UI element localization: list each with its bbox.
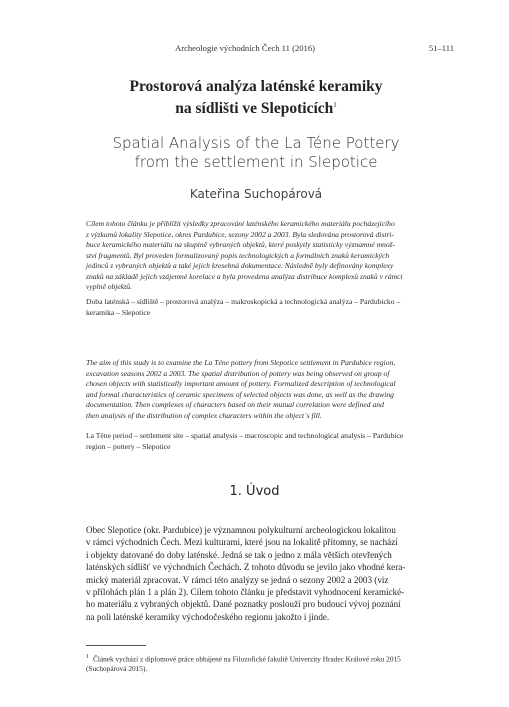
abstract-czech xyxy=(86,219,456,293)
footnote xyxy=(86,652,457,674)
footnote-separator xyxy=(86,645,146,646)
author-name: Kateřina Suchopárová xyxy=(189,187,323,201)
abstract-english-line: The aim of this study is to examine the La Téne pottery from Slepotice settlement in Pardubice region, xyxy=(86,358,396,367)
abstract-czech-line: Cílem tohoto článku je přiblížit výsledky zpracování laténského keramického materiálu pocházejícího xyxy=(86,219,395,228)
footnote-number: 1 xyxy=(86,654,89,660)
abstract-english xyxy=(86,358,456,421)
keywords-english xyxy=(86,431,456,452)
body-line: v přílohách plán 1 a plán 2). Cílem tohoto článku je představit vyhodnocení keramické- xyxy=(86,587,405,598)
title-czech-line-1: Prostorová analýza laténské keramiky xyxy=(129,78,383,95)
abstract-english-line: and formal characteristics of ceramic specimens of selected objects was done, as well as the drawing xyxy=(86,389,394,399)
keywords-czech xyxy=(86,297,456,318)
title-czech-line-2-text: na sídlišti ve Slepoticích xyxy=(175,100,334,118)
body-paragraph xyxy=(86,524,457,623)
abstract-english-line: excavation seasons 2002 a 2003. The spatial distribution of pottery was being observed on group of xyxy=(86,368,390,378)
keywords-english-line: region – pottery – Slepotice xyxy=(86,441,171,451)
body-line: i objekty datované do doby laténské. Jedná se tak o jedno z mála větších otevřených xyxy=(86,549,392,560)
page-range: 51–111 xyxy=(428,43,454,53)
keywords-czech-line: keramika – Slepotice xyxy=(86,307,151,317)
title-czech-line-2 xyxy=(60,96,452,118)
keywords-english-line: La Téne period – settlement site – spatial analysis – macroscopic and technological analysis – Pardubice xyxy=(86,431,404,440)
abstract-english-line: documentation. Then complexes of characters based on their mutual correlation were defined and xyxy=(86,400,384,409)
body-line: ho materiálu z vybraných objektů. Dané poznatky poslouží pro budoucí vývoj poznání xyxy=(86,599,401,610)
body-line: mický materiál zpracovat. V rámci této analýzy se jedná o sezony 2002 a 2003 (viz xyxy=(86,574,389,585)
body-line: v rámci východních Čech. Mezi kulturami, které jsou na lokalitě přítomny, se nachází xyxy=(86,537,398,548)
title-czech xyxy=(60,78,452,118)
abstract-czech-line: znaků na základě jejich vzájemné korelace a byla provedena analýza distribuce komplexů znaků v rámci xyxy=(86,271,403,281)
section-heading: 1. Úvod xyxy=(229,484,280,499)
abstract-english-line: then analysis of the distribution of complex characters within the object´s fill. xyxy=(86,410,322,420)
abstract-czech-line: jedinců z vybraných objektů a také jejich kresebná dokumentace. Následně byly definovány komplexy xyxy=(86,261,394,270)
keywords-czech-line: Doba laténská – sídliště – prostorová analýza – makroskopická a technologická analýza – Pardubicko – xyxy=(86,297,401,306)
body-line: Obec Slepotice (okr. Pardubice) je významnou polykulturní archeologickou lokalitou xyxy=(86,525,396,535)
body-line: laténských sídlišť ve východních Čechách. Z tohoto důvodu se jevilo jako vhodné kera- xyxy=(86,562,406,573)
title-english xyxy=(60,134,452,172)
abstract-czech-line: buce keramického materiálu na skupině vybraných objektů, které poskytly statisticky významné množ- xyxy=(86,240,396,249)
title-english-line-1: Spatial Analysis of the La Téne Pottery xyxy=(112,134,400,152)
body-line: na poli laténské keramiky východočeského regionu jakožto i jinde. xyxy=(86,611,330,622)
footnote-line: (Suchopárová 2015). xyxy=(86,664,148,674)
running-header xyxy=(0,43,509,57)
abstract-english-line: chosen objects with statistically important amount of pottery. Formalized description of technological xyxy=(86,379,396,388)
footnote-line xyxy=(86,652,457,664)
abstract-czech-line: vyplně objektů. xyxy=(86,282,132,291)
journal-citation: Archeologie východních Čech 11 (2016) xyxy=(175,43,316,53)
abstract-czech-line: ství fragmentů. Byl proveden formalizovaný popis technologických a formálních znaků keramických xyxy=(86,250,390,260)
footnote-text: Článek vychází z diplomové práce obhájené na Filozofické fakultě Univerzity Hradec Králové roku 2015 xyxy=(93,654,401,664)
abstract-czech-line: z výzkumů lokality Slepotice, okres Pardubice, sezony 2002 a 2003. Byla sledována prostorová distri- xyxy=(86,229,395,239)
title-english-line-2: from the settlement in Slepotice xyxy=(134,153,378,171)
title-footnote-marker: 1 xyxy=(333,101,337,109)
